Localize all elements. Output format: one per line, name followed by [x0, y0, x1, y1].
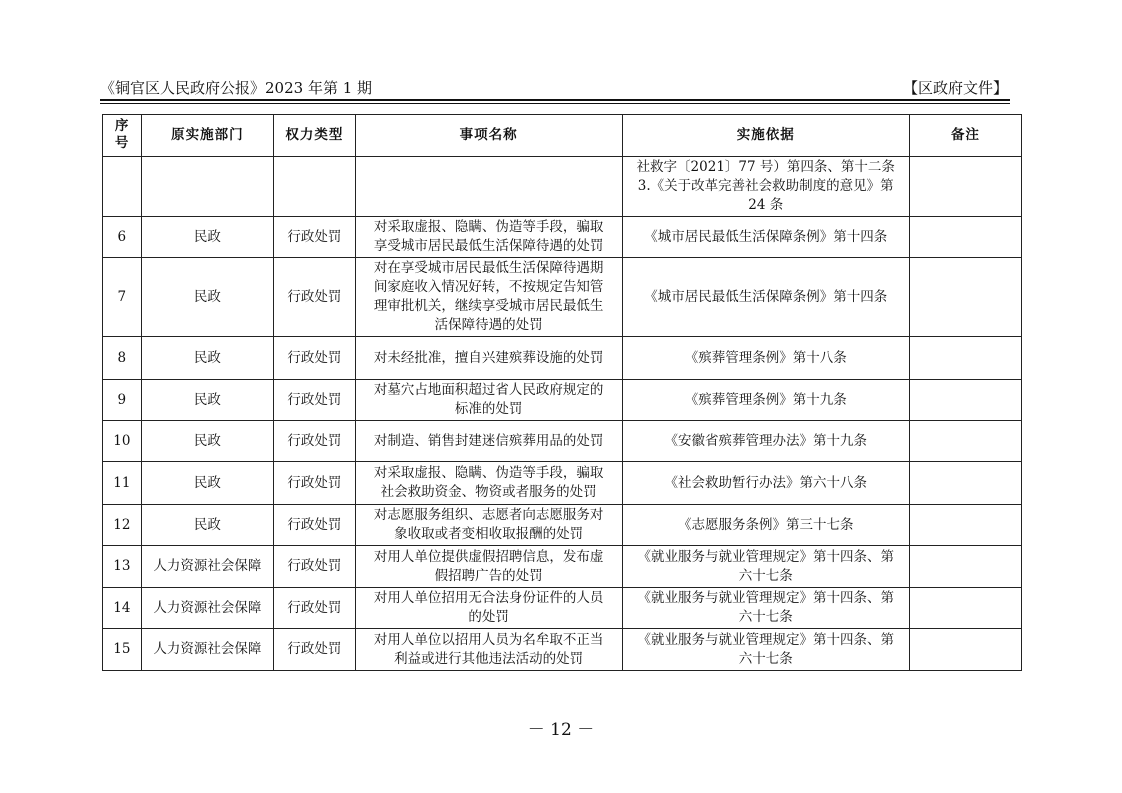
- cell-no: 12: [103, 505, 142, 546]
- header-type: 权力类型: [274, 115, 356, 157]
- cell-dept: 人力资源社会保障: [141, 629, 273, 671]
- cell-item: [355, 629, 622, 671]
- cell-note: [909, 546, 1021, 588]
- table-row: [103, 588, 1022, 629]
- item-line: 理审批机关，继续享受城市居民最低生: [373, 298, 604, 314]
- cell-basis: [622, 421, 909, 462]
- cell-no: 10: [103, 421, 142, 462]
- cell-dept: [141, 157, 273, 217]
- item-line: 对采取虚报、隐瞒、伪造等手段，骗取: [373, 219, 604, 235]
- cell-basis: [622, 258, 909, 337]
- cell-basis: [622, 217, 909, 258]
- basis-line: 《就业服务与就业管理规定》第十四条、第: [637, 548, 894, 565]
- basis-line: 《志愿服务条例》第三十七条: [677, 516, 854, 533]
- basis-line: 《殡葬管理条例》第十八条: [684, 349, 847, 366]
- basis-line: 六十七条: [738, 567, 793, 584]
- cell-item: [355, 157, 622, 217]
- basis-line: 《城市居民最低生活保障条例》第十四条: [644, 228, 888, 245]
- cell-type: 行政处罚: [274, 629, 356, 671]
- item-line: 对墓穴占地面积超过省人民政府规定的: [373, 382, 604, 398]
- cell-note: [909, 337, 1021, 380]
- cell-type: [274, 157, 356, 217]
- cell-type: 行政处罚: [274, 258, 356, 337]
- cell-no: 8: [103, 337, 142, 380]
- cell-item: [355, 462, 622, 505]
- table-header-row: [103, 115, 1022, 157]
- basis-line: 24 条: [748, 197, 784, 213]
- cell-no: 11: [103, 462, 142, 505]
- cell-note: [909, 380, 1021, 421]
- item-line: 假招聘广告的处罚: [434, 567, 543, 584]
- cell-item: [355, 217, 622, 258]
- item-line: 对用人单位以招用人员为名牟取不正当: [373, 631, 604, 648]
- basis-line: 六十七条: [738, 609, 793, 625]
- cell-item: [355, 380, 622, 421]
- item-line: 对在享受城市居民最低生活保障待遇期: [373, 260, 604, 276]
- cell-item: [355, 546, 622, 588]
- cell-no: 14: [103, 588, 142, 629]
- basis-line: 六十七条: [738, 650, 793, 667]
- cell-dept: 民政: [141, 421, 273, 462]
- page-number: － 12 －: [527, 720, 595, 740]
- cell-note: [909, 505, 1021, 546]
- cell-basis: [622, 462, 909, 505]
- cell-no: 13: [103, 546, 142, 588]
- table-row: [103, 337, 1022, 380]
- cell-type: 行政处罚: [274, 421, 356, 462]
- cell-dept: 民政: [141, 258, 273, 337]
- cell-item: [355, 588, 622, 629]
- basis-line: 《城市居民最低生活保障条例》第十四条: [644, 288, 888, 305]
- section-label: 【区政府文件】: [902, 79, 1008, 97]
- table-row: [103, 217, 1022, 258]
- powers-table: [102, 114, 1022, 671]
- basis-line: 《就业服务与就业管理规定》第十四条、第: [637, 631, 894, 648]
- basis-line: 《社会救助暂行办法》第六十八条: [664, 474, 867, 491]
- cell-dept: 人力资源社会保障: [141, 546, 273, 588]
- item-line: 标准的处罚: [454, 401, 523, 417]
- basis-line: 《就业服务与就业管理规定》第十四条、第: [637, 590, 894, 606]
- cell-note: [909, 258, 1021, 337]
- item-line: 享受城市居民最低生活保障待遇的处罚: [373, 238, 604, 254]
- cell-note: [909, 629, 1021, 671]
- header-rule-thin: [100, 103, 1010, 104]
- header-dept: 原实施部门: [141, 115, 273, 157]
- item-line: 象收取或者变相收取报酬的处罚: [394, 526, 584, 542]
- table-row: [103, 546, 1022, 588]
- header-rule: [100, 99, 1010, 101]
- header-no-text: 序号: [114, 118, 130, 151]
- cell-basis: [622, 629, 909, 671]
- item-line: 对志愿服务组织、志愿者向志愿服务对: [373, 507, 604, 523]
- item-line: 利益或进行其他违法活动的处罚: [394, 650, 584, 667]
- item-line: 对用人单位提供虚假招聘信息，发布虚: [373, 548, 604, 565]
- page-header: [100, 78, 1010, 98]
- cell-note: [909, 217, 1021, 258]
- item-line: 对采取虚报、隐瞒、伪造等手段，骗取: [373, 465, 604, 481]
- cell-type: 行政处罚: [274, 588, 356, 629]
- basis-line: 社救字〔2021〕77 号）第四条、第十二条: [636, 159, 895, 175]
- cell-basis: [622, 337, 909, 380]
- item-line: 对制造、销售封建迷信殡葬用品的处罚: [373, 432, 604, 449]
- table-row: [103, 462, 1022, 505]
- cell-type: 行政处罚: [274, 505, 356, 546]
- cell-no: [103, 157, 142, 217]
- cell-type: 行政处罚: [274, 546, 356, 588]
- cell-dept: 民政: [141, 505, 273, 546]
- cell-basis: [622, 505, 909, 546]
- cell-item: [355, 258, 622, 337]
- continuation-row: [103, 157, 1022, 217]
- cell-dept: 民政: [141, 380, 273, 421]
- header-note: 备注: [909, 115, 1021, 157]
- basis-line: 《殡葬管理条例》第十九条: [684, 391, 847, 408]
- item-line: 社会救助资金、物资或者服务的处罚: [380, 484, 597, 500]
- cell-item: [355, 337, 622, 380]
- cell-no: 9: [103, 380, 142, 421]
- header-item: 事项名称: [355, 115, 622, 157]
- cell-basis: [622, 546, 909, 588]
- cell-item: [355, 505, 622, 546]
- cell-type: 行政处罚: [274, 217, 356, 258]
- cell-note: [909, 462, 1021, 505]
- cell-no: 7: [103, 258, 142, 337]
- cell-dept: 民政: [141, 337, 273, 380]
- basis-line: 《安徽省殡葬管理办法》第十九条: [664, 432, 867, 449]
- cell-type: 行政处罚: [274, 337, 356, 380]
- cell-note: [909, 157, 1021, 217]
- cell-basis: [622, 157, 909, 217]
- cell-note: [909, 421, 1021, 462]
- publication-title: 《铜官区人民政府公报》2023 年第 1 期: [100, 79, 373, 97]
- item-line: 活保障待遇的处罚: [434, 317, 543, 333]
- cell-dept: 民政: [141, 462, 273, 505]
- cell-no: 15: [103, 629, 142, 671]
- table-row: [103, 380, 1022, 421]
- header-no: [103, 115, 142, 157]
- table-row: [103, 629, 1022, 671]
- cell-note: [909, 588, 1021, 629]
- table-row: [103, 421, 1022, 462]
- table-row: [103, 505, 1022, 546]
- table-row: [103, 258, 1022, 337]
- item-line: 对未经批准，擅自兴建殡葬设施的处罚: [373, 349, 604, 366]
- cell-basis: [622, 588, 909, 629]
- cell-type: 行政处罚: [274, 380, 356, 421]
- item-line: 的处罚: [468, 609, 509, 625]
- cell-no: 6: [103, 217, 142, 258]
- cell-basis: [622, 380, 909, 421]
- item-line: 对用人单位招用无合法身份证件的人员: [373, 590, 604, 606]
- cell-item: [355, 421, 622, 462]
- cell-dept: 人力资源社会保障: [141, 588, 273, 629]
- header-basis: 实施依据: [622, 115, 909, 157]
- basis-line: 3.《关于改革完善社会救助制度的意见》第: [637, 178, 894, 194]
- cell-type: 行政处罚: [274, 462, 356, 505]
- item-line: 间家庭收入情况好转，不按规定告知管: [373, 279, 604, 295]
- cell-dept: 民政: [141, 217, 273, 258]
